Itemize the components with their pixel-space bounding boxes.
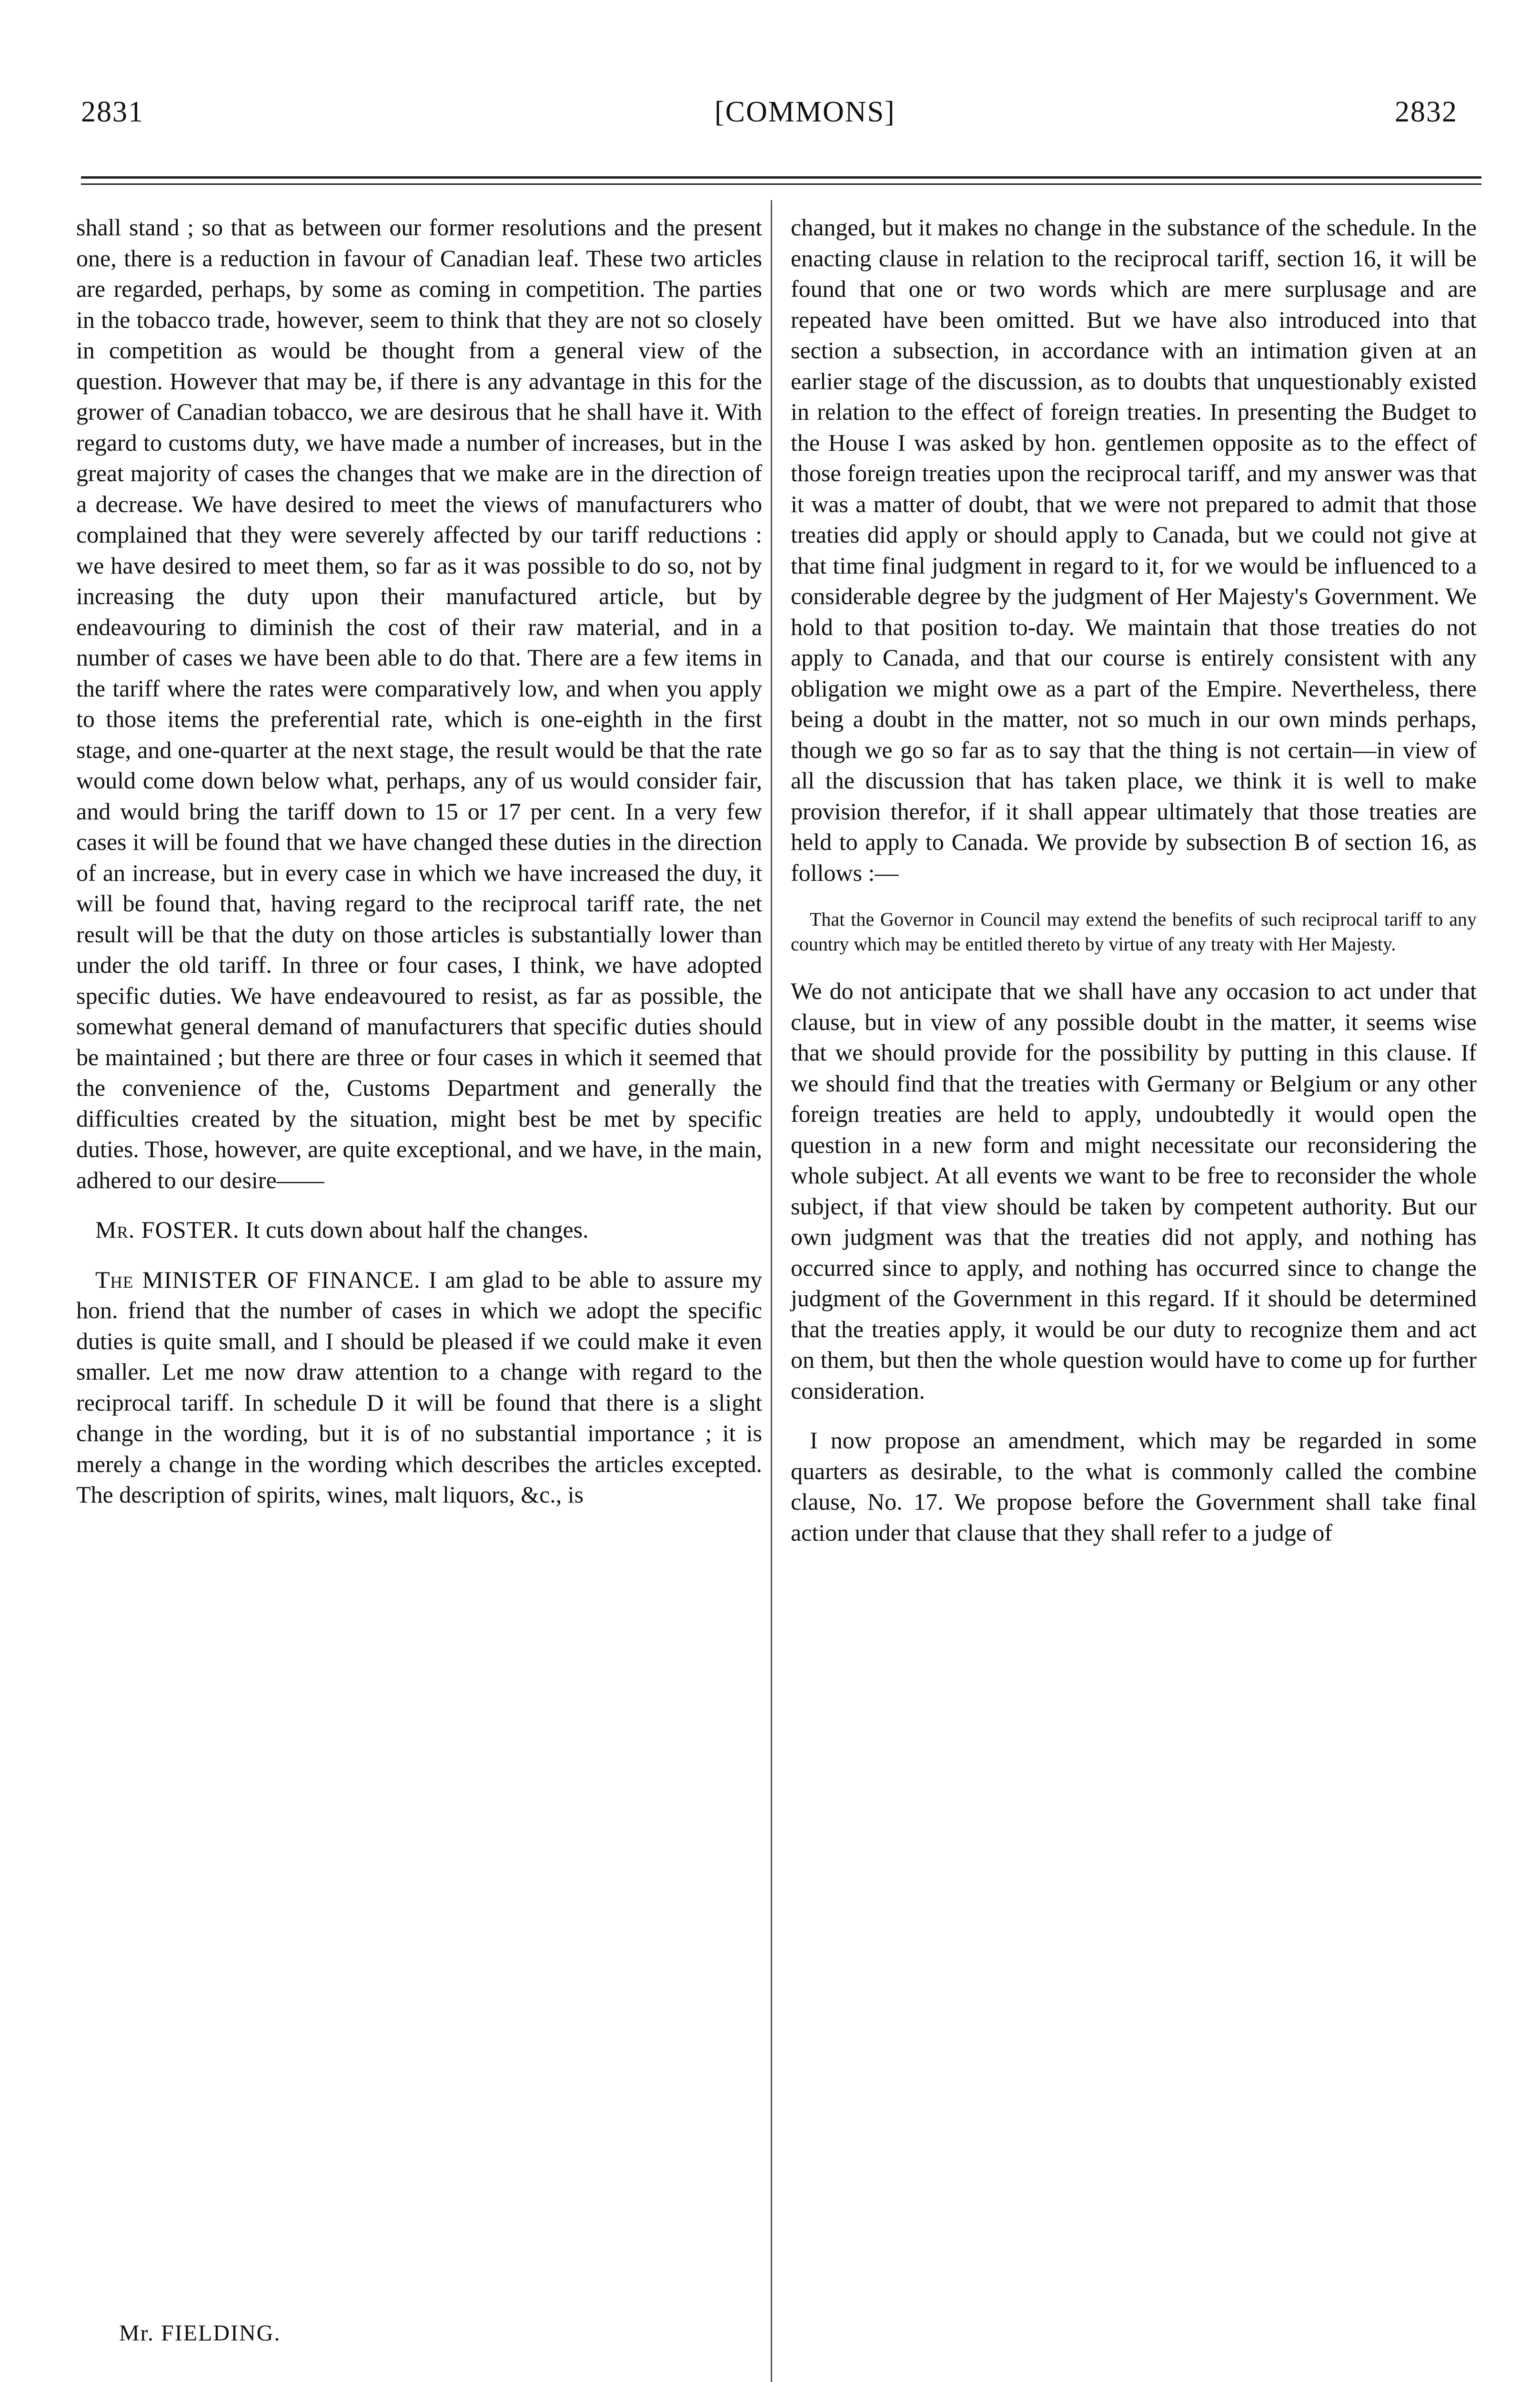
left-paragraph-1: shall stand ; so that as between our former resolutions and the present one, there is a reduction in favour of Canadian leaf. These two articles are regarded, perhaps, by some as coming in competition. The parties in the tobacco trade, however, seem to think that they are not so closely in competition as would be thought from a general view of the question. However that may be, if there is any advantage in this for the grower of Canadian tobacco, we are desirous that he shall have it. With regard to customs duty, we have made a number of increases, but in the great majority of cases the changes that we make are in the direction of a decrease. We have desired to meet the views of manufacturers who complained that they were severely affected by our tariff reductions : we have desired to meet them, so far as it was possible to do so, not by increasing the duty upon their manufactured article, but by endeavouring to diminish the cost of their raw material, and in a number of cases we have been able to do that. There are a few items in the tariff where the rates were comparatively low, and when you apply to those items the preferential rate, which is one-eighth in the first stage, and one-quarter at the next stage, the result would be that the rate would come down below what, perhaps, any of us would consider fair, and would bring the tariff down to 15 or 17 per cent. In a very few cases it will be found that we have changed these duties in the direction of an increase, but in every case in which we have increased the duy, it will be found that, having regard to the reciprocal tariff rate, the net result will be that the duty on those articles is substantially lower than under the old tariff. In three or four cases, I think, we have adopted specific duties. We have endeavoured to resist, as far as possible, the somewhat general demand of manufacturers that specific duties should be maintained ; but there are three or four cases in which it seemed that the convenience of the, Customs Department and generally the difficulties created by the situation, might best be met by specific duties. Those, however, are quite exceptional, and we have, in the main, adhered to our desire——: [76, 214, 762, 1193]
foster-remark-text: It cuts down about half the changes.: [245, 1216, 589, 1243]
header-rule-top: [81, 176, 1481, 179]
right-paragraph-2: We do not anticipate that we shall have any occasion to act under that clause, but in view of any possible doubt in the matter, it seems wise that we should provide for the possibility by putting in this clause. If we should find that the treaties with Germany or Belgium or any other foreign treaties are held to apply, undoubtedly it would open the question in a new form and might necessitate our reconsidering the whole subject. At all events we want to be free to reconsider the whole subject, if that view should be taken by competent authority. But our own judgment was that the treaties did not apply, and nothing has occurred since to apply, and nothing has occurred since to change the judgment of the Government in this regard. If it should be determined that the treaties apply, it would be our duty to recognize them and act on them, but then the whole question would have to come up for further consideration.: [791, 978, 1477, 1404]
right-page-number: 2832: [1395, 96, 1458, 128]
speaker-foster: Mr. FOSTER.: [95, 1216, 240, 1243]
speaker-minister-of-finance: The MINISTER OF FINANCE.: [95, 1266, 421, 1293]
minister-remark-text: I am glad to be able to assure my hon. friend that the number of cases in which we adopt the specific duties is quite small, and I should be pleased if we could make it even smaller. Let me now draw attention to a change with regard to the reciprocal tariff. In schedule D it will be found that there is a slight change in the wording, but it is of no substantial importance ; it is merely a change in the wording which describes the articles excepted. The description of spirits, wines, malt liquors, &c., is: [76, 1266, 762, 1508]
foster-remark: [76, 1214, 762, 1245]
running-title: [COMMONS]: [715, 96, 896, 128]
left-column: [76, 212, 762, 1529]
right-paragraph-3: I now propose an amendment, which may be regarded in some quarters as desirable, to the what is commonly called the combine clause, No. 17. We propose before the Government shall take final action under that clause that they shall refer to a judge of: [791, 1427, 1477, 1546]
page-header: [71, 81, 1477, 138]
minister-remark: [76, 1264, 762, 1510]
right-paragraph-1: changed, but it makes no change in the substance of the schedule. In the enacting clause in relation to the reciprocal tariff, section 16, it will be found that one or two words which are mere surplusage and are repeated have been omitted. But we have also introduced into that section a subsection, in accordance with an intimation given at an earlier stage of the discussion, as to doubts that unquestionably existed in relation to the effect of foreign treaties. In presenting the Budget to the House I was asked by hon. gentlemen opposite as to the effect of those foreign treaties upon the reciprocal tariff, and my answer was that it was a matter of doubt, that we were not prepared to admit that those treaties did apply or should apply to Canada, but we could not give at that time final judgment in regard to it, for we would be influenced to a considerable degree by the judgment of Her Majesty's Government. We hold to that position to-day. We maintain that those treaties do not apply to Canada, and that our course is entirely consistent with any obligation we might owe as a part of the Empire. Nevertheless, there being a doubt in the matter, not so much in our own minds perhaps, though we go so far as to say that the thing is not certain—in view of all the discussion that has taken place, we think it is well to make provision therefor, if it shall appear ultimately that those treaties are held to apply to Canada. We provide by subsection B of section 16, as follows :—: [791, 214, 1477, 886]
header-rule-bottom: [81, 183, 1481, 185]
column-divider: [771, 200, 772, 2382]
quoted-subsection: That the Governor in Council may extend the benefits of such reciprocal tariff to any country which may be entitled thereto by virtue of any treaty with Her Majesty.: [791, 908, 1477, 955]
footer-speaker-name: Mr. FIELDING.: [119, 2321, 281, 2346]
left-page-number: 2831: [81, 96, 144, 128]
right-column: [791, 212, 1477, 1567]
